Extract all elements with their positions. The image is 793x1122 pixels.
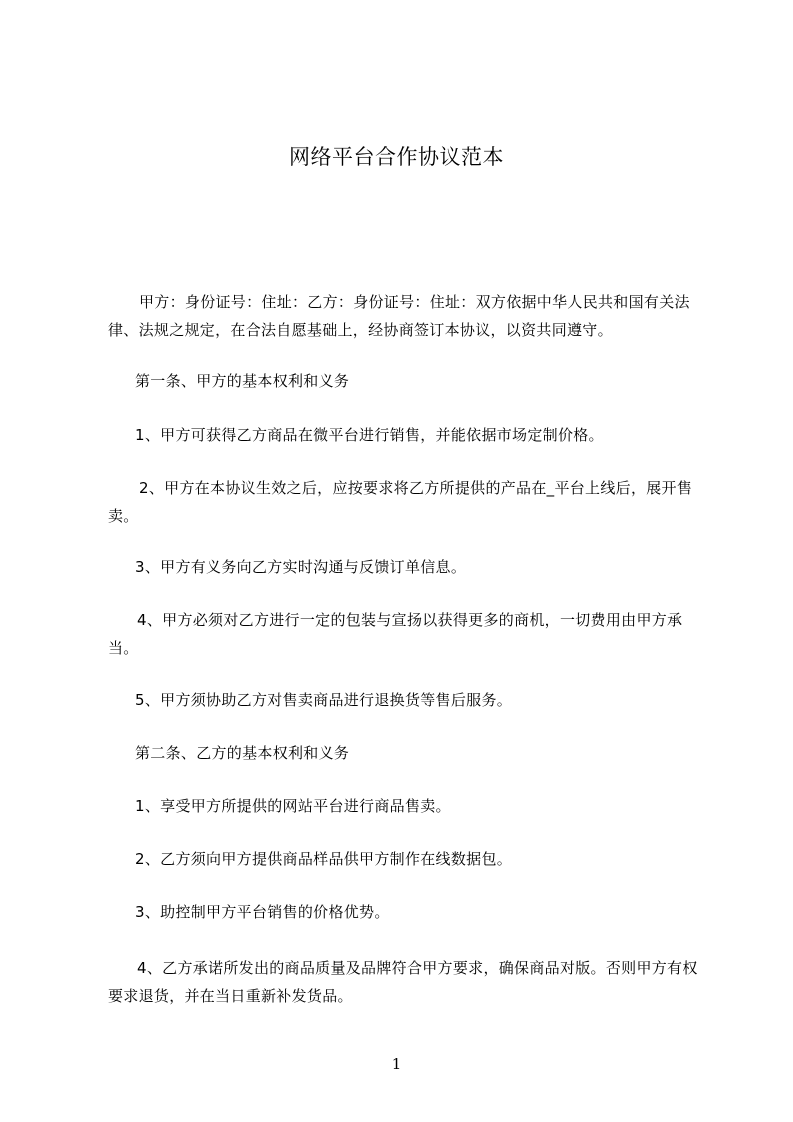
page-number: 1 — [391, 1055, 402, 1073]
article-1-item-2: 2、甲方在本协议生效之后，应按要求将乙方所提供的产品在_平台上线后，展开售卖。 — [108, 479, 693, 525]
article-1-item-5: 5、甲方须协助乙方对售卖商品进行退换货等售后服务。 — [135, 691, 513, 709]
article-2-heading: 第二条、乙方的基本权利和义务 — [135, 744, 350, 762]
intro-paragraph: 甲方：身份证号：住址：乙方：身份证号：住址：双方依据中华人民共和国有关法律、法规之规定，在合法自愿基础上，经协商签订本协议，以资共同遵守。 — [108, 293, 690, 339]
article-2-item-2: 2、乙方须向甲方提供商品样品供甲方制作在线数据包。 — [135, 850, 513, 868]
article-1-item-3: 3、甲方有义务向乙方实时沟通与反馈订单信息。 — [135, 558, 467, 576]
article-2-item-1: 1、享受甲方所提供的网站平台进行商品售卖。 — [135, 797, 451, 815]
article-1-item-4: 4、甲方必须对乙方进行一定的包装与宣扬以获得更多的商机，一切费用由甲方承当。 — [108, 611, 683, 657]
document-title: 网络平台合作协议范本 — [289, 145, 504, 169]
article-1-item-1: 1、甲方可获得乙方商品在微平台进行销售，并能依据市场定制价格。 — [135, 426, 604, 444]
article-2-item-4: 4、乙方承诺所发出的商品质量及品牌符合甲方要求，确保商品对版。否则甲方有权要求退货，并在当日重新补发货品。 — [108, 959, 698, 1005]
article-1-heading: 第一条、甲方的基本权利和义务 — [135, 372, 350, 390]
article-2-item-3: 3、助控制甲方平台销售的价格优势。 — [135, 903, 390, 921]
